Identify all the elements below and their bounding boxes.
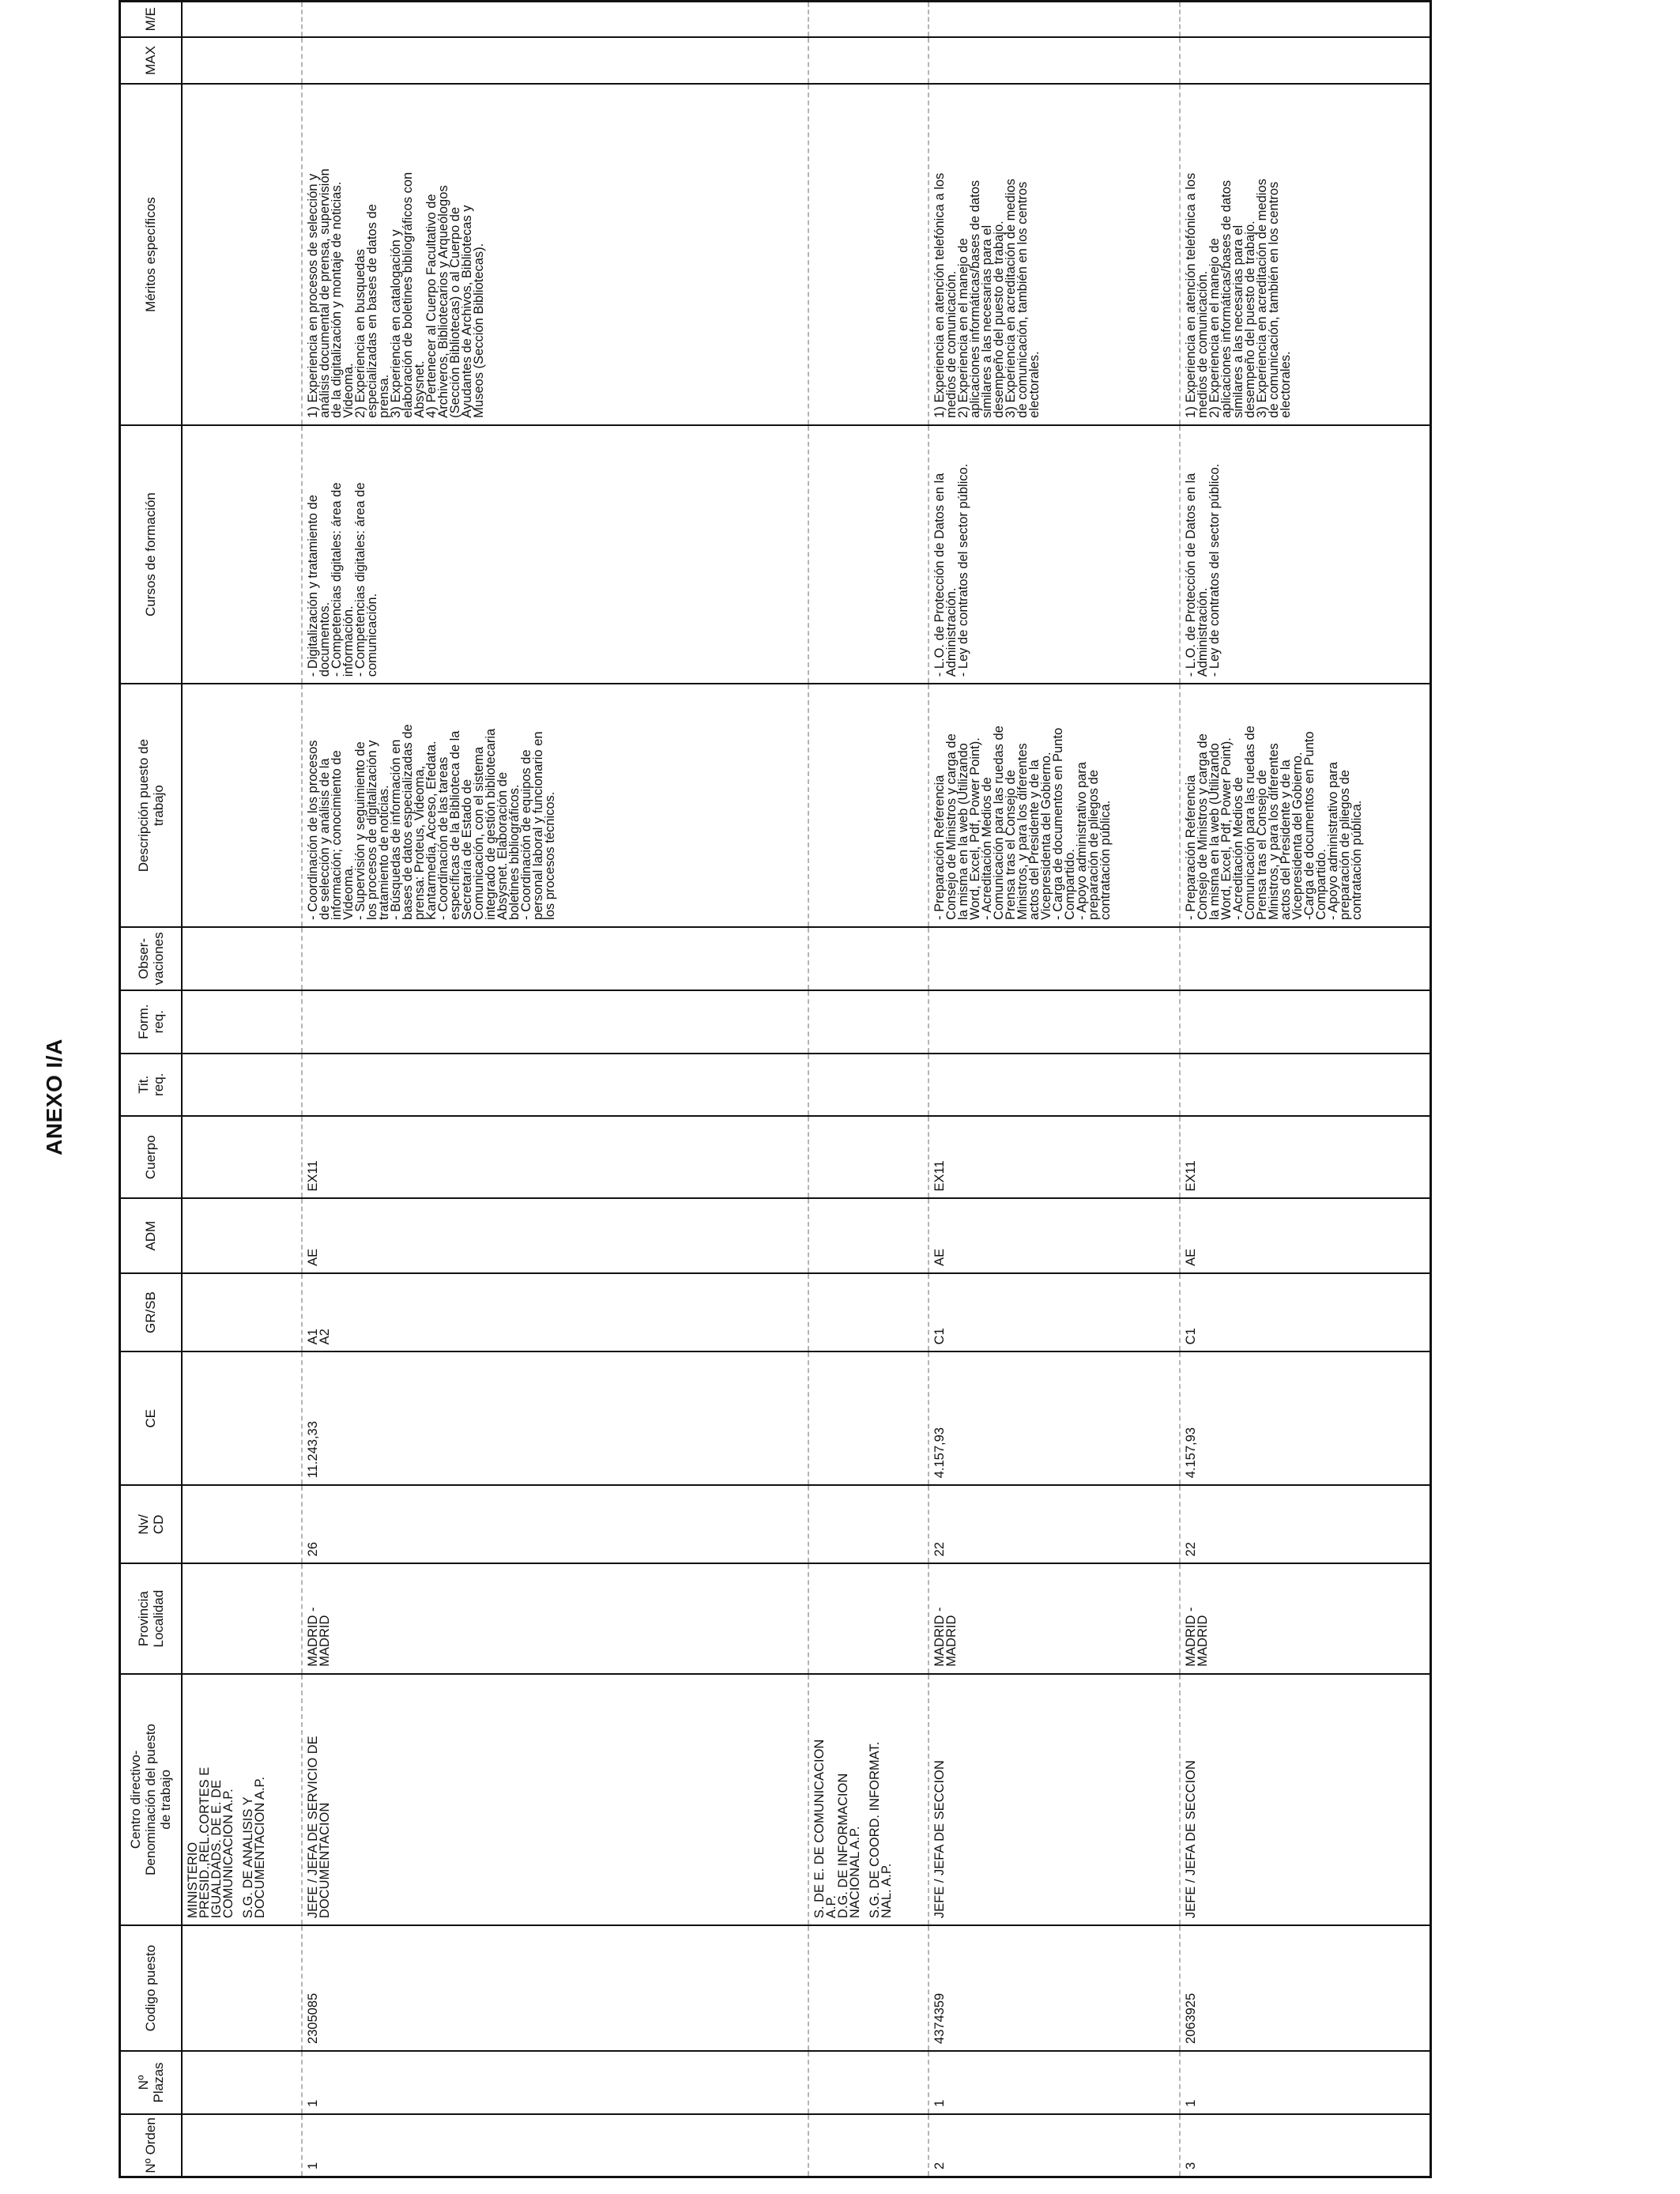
header-nivel: Nv/ CD	[120, 1485, 182, 1563]
row-provincia: MADRID - MADRID	[932, 1607, 959, 1667]
header-cuerpo: Cuerpo	[120, 1116, 182, 1198]
row-obs	[929, 928, 937, 990]
row-orden: 3	[1183, 2162, 1198, 2169]
vacancies-table	[119, 0, 1432, 2178]
row-me	[303, 2, 311, 36]
blank-spacer	[559, 2, 808, 2177]
row-form	[929, 991, 937, 1053]
group-label-sg-analisis: S.G. DE ANALISIS Y DOCUMENTACION A.P.	[240, 1777, 267, 1919]
row-descripcion: - Preparación Referencia Consejo de Ministros y carga de la misma en la web (Utilizando Word, Excel, Pdf, Power Point). - Acreditación Medios de Comunicación para las ruedas de Prensa tras el Consejo de Ministros, y para los diferentes actos del Presidente y de la Vicepresidenta del Gobierno. - Carga de documentos en Punto Compartido. - Apoyo administrativo para preparación de pliegos de contratación pública.	[932, 726, 1113, 920]
row-meritos: 1) Experiencia en atención telefónica a los medios de comunicación. 2) Experiencia en el manejo de aplicaciones informáticas/bases de datos similares a las necesarias para el desempeño del puesto de trabajo. 3) Experiencia en acreditación de medios de comunicación, también en los centros electorales.	[932, 172, 1042, 418]
row-obs	[303, 928, 311, 990]
row-cuerpo: EX11	[305, 1160, 320, 1192]
row-descripcion: - Coordinación de los procesos de selección y análisis de la información; conocimiento de Videoma. - Supervisión y seguimiento de los procesos de digitalización y tratamiento de noticias. - Búsquedas de información en bases de datos especializadas de prensa: Proteus, Videoma, Kantarmedia, Acceso, Efedata. - Coordinación de las tareas específicas de la Biblioteca de la Secretaría de Estado de Comunicación, con el sistema integrado de gestión bibliotecaria Absysnet. Elaboración de boletines bibliográficos. - Coordinación de equipos de personal laboral y funcionario en los procesos técnicos.	[305, 724, 557, 920]
group-label-se-comunicacion: S. DE E. DE COMUNICACION A.P. D.G. DE INFORMACION NACIONAL A.P.	[812, 1739, 862, 1919]
table-row	[1180, 2, 1431, 2177]
row-orden: 2	[932, 2162, 947, 2169]
header-grupo: GR/SB	[120, 1273, 182, 1352]
group-row-comunicacion	[808, 2, 929, 2177]
header-provincia: Provincia Localidad	[120, 1563, 182, 1673]
header-form: Form. req.	[120, 990, 182, 1054]
row-form	[1181, 991, 1188, 1053]
header-meritos: Méritos específicos	[120, 84, 182, 424]
header-descripcion: Descripción puesto de trabajo	[120, 684, 182, 927]
row-tit	[929, 1054, 937, 1115]
row-me	[1181, 2, 1188, 36]
header-codigo: Codigo puesto	[120, 1925, 182, 2051]
row-cursos: - Digitalización y tratamiento de documentos. - Competencias digitales: área de información. - Competencias digitales: área de comunicación.	[305, 482, 379, 677]
row-nivel: 22	[1183, 1542, 1198, 1557]
row-form	[303, 991, 311, 1053]
row-grupo: C1	[932, 1328, 947, 1345]
row-denominacion: JEFE / JEFA DE SECCION	[1183, 1760, 1198, 1919]
row-descripcion: - Preparación Referencia Consejo de Ministros y carga de la misma en la web (Utilizando Word, Excel, Pdf, Power Point). - Acreditación Medios de Comunicación para las ruedas de Prensa tras el Consejo de Ministros, y para los diferentes actos del Presidente y de la Vicepresidenta del Gobierno. -Carga de documentos en Punto Compartido. - Apoyo administrativo para preparación de pliegos de contratación pública.	[1183, 726, 1364, 920]
group-label-ministerio: MINISTERIO PRESID.,REL.CORTES E IGUALDADS. DE E. DE COMUNICACION A.P.	[185, 1766, 235, 1919]
row-max	[929, 38, 937, 84]
row-denominacion: JEFE / JEFA DE SERVICIO DE DOCUMENTACION	[305, 1736, 332, 1919]
row-tit	[1181, 1054, 1188, 1115]
row-orden: 1	[305, 2162, 320, 2169]
header-plazas: Nº Plazas	[120, 2051, 182, 2114]
header-max: MAX	[120, 37, 182, 85]
row-plazas: 1	[1183, 2099, 1198, 2107]
header-ce: CE	[120, 1351, 182, 1485]
row-codigo: 2305085	[305, 1992, 320, 2045]
table-row	[929, 2, 1180, 2177]
row-cursos: - L.O. de Protección de Datos en la Administración. - Ley de contratos del sector público.	[1183, 463, 1222, 677]
row-cuerpo: EX11	[1183, 1160, 1198, 1192]
page-title: ANEXO I/A	[42, 1039, 66, 1155]
row-provincia: MADRID - MADRID	[305, 1607, 332, 1667]
row-cuerpo: EX11	[932, 1160, 947, 1192]
row-adm: AE	[305, 1248, 320, 1266]
row-plazas: 1	[932, 2099, 947, 2107]
row-grupo: A1 A2	[305, 1329, 332, 1345]
row-max	[303, 38, 311, 84]
row-denominacion: JEFE / JEFA DE SECCION	[932, 1760, 947, 1919]
group-label-sg-coord: S.G. DE COORD. INFORMAT. NAL. A.P.	[867, 1741, 894, 1919]
row-adm: AE	[1183, 1248, 1198, 1266]
header-me: M/E	[120, 2, 182, 37]
row-ce: 4.157,93	[1183, 1427, 1198, 1479]
row-provincia: MADRID - MADRID	[1183, 1607, 1210, 1667]
row-nivel: 22	[932, 1542, 947, 1557]
row-me	[929, 2, 937, 36]
row-cursos: - L.O. de Protección de Datos en la Administración. - Ley de contratos del sector público.	[932, 463, 970, 677]
header-obs: Obser- vaciones	[120, 927, 182, 990]
row-grupo: C1	[1183, 1328, 1198, 1345]
row-plazas: 1	[305, 2099, 320, 2107]
row-obs	[1181, 928, 1188, 990]
row-tit	[303, 1054, 311, 1115]
row-ce: 11.243,33	[305, 1421, 320, 1479]
row-adm: AE	[932, 1248, 947, 1266]
header-cursos: Cursos de formación	[120, 425, 182, 684]
group-row-ministerio	[182, 2, 302, 2177]
header-row	[120, 2, 182, 2177]
header-orden: Nº Orden	[120, 2114, 182, 2177]
row-codigo: 2063925	[1183, 1992, 1198, 2045]
row-ce: 4.157,93	[932, 1427, 947, 1479]
table-row	[302, 2, 559, 2177]
header-adm: ADM	[120, 1198, 182, 1272]
row-max	[1181, 38, 1188, 84]
header-tit: Tit. req.	[120, 1054, 182, 1116]
row-codigo: 4374359	[932, 1992, 947, 2045]
header-centro: Centro directivo- Denominación del puesto de trabajo	[120, 1674, 182, 1925]
row-nivel: 26	[305, 1542, 320, 1557]
row-meritos: 1) Experiencia en atención telefónica a los medios de comunicación. 2) Experiencia en el manejo de aplicaciones informáticas/bases de datos similares a las necesarias para el desempeño del puesto de trabajo. 3) Experiencia en acreditación de medios de comunicación, también en los centros electorales.	[1183, 172, 1293, 418]
row-meritos: 1) Experiencia en procesos de selección y análisis documental de prensa, supervisión de la digitalización y montaje de noticias. Videoma. 2) Experiencia en busquedas especializadas en bases de datos de prensa. 3) Experiencia en catalogación y elaboración de boletines bibliográficos con Absysnet. 4) Pertenecer al Cuerpo Facultativo de Archiveros, Bibliotecarios y Arqueólogos (Sección Bibliotecas) o al Cuerpo de Ayudantes de Archivos, Bibliotecas y Museos (Sección Bibliotecas).	[305, 168, 486, 418]
